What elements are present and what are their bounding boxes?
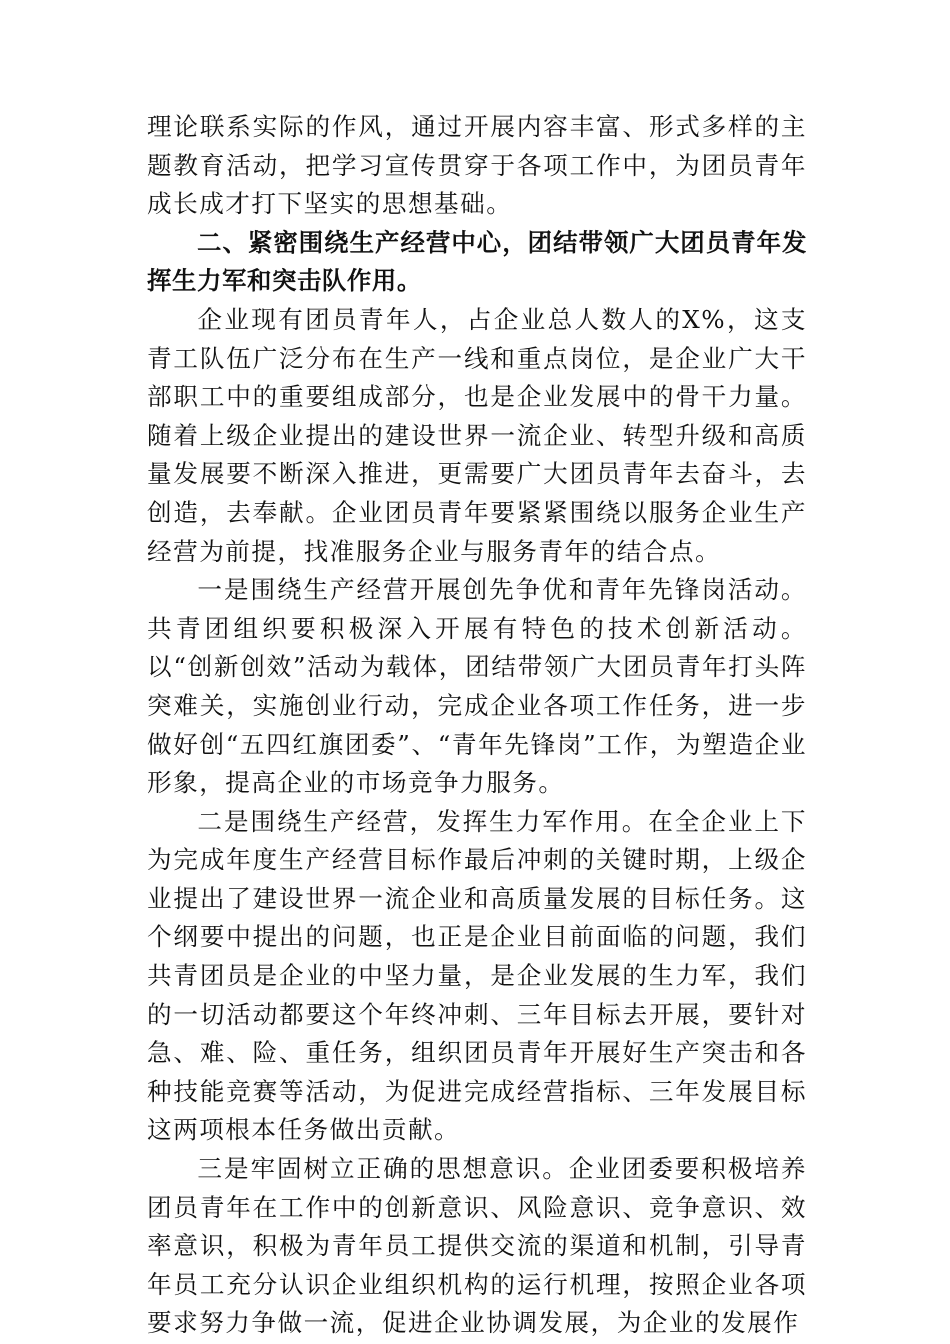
section-heading: 二、紧密围绕生产经营中心，团结带领广大团员青年发挥生力军和突击队作用。 <box>147 227 807 296</box>
paragraph-body: 二是围绕生产经营，发挥生力军作用。在全企业上下为完成年度生产经营目标作最后冲刺的关键时期，上级企业提出了建设世界一流企业和高质量发展的目标任务。这个纲要中提出的问题，也正是企业目前面临的问题，我们共青团员是企业的中坚力量，是企业发展的生力军，我们的一切活动都要这个年终冲刺、三年目标去开展，要针对急、难、险、重任务，组织团员青年开展好生产突击和各种技能竞赛等活动，为促进完成经营指标、三年发展目标这两项根本任务做出贡献。 <box>147 806 807 1145</box>
document-page <box>147 108 807 1343</box>
paragraph-body: 三是牢固树立正确的思想意识。企业团委要积极培养团员青年在工作中的创新意识、风险意识、竞争意识、效率意识，积极为青年员工提供交流的渠道和机制，引导青年员工充分认识企业组织机构的运行机理，按照企业各项要求努力争做一流，促进企业协调发展，为企业的发展作 <box>147 1154 807 1338</box>
paragraph-body: 一是围绕生产经营开展创先争优和青年先锋岗活动。共青团组织要积极深入开展有特色的技术创新活动。以“创新创效”活动为载体，团结带领广大团员青年打头阵突难关，实施创业行动，完成企业各项工作任务，进一步做好创“五四红旗团委”、“青年先锋岗”工作，为塑造企业形象，提高企业的市场竞争力服务。 <box>147 575 807 798</box>
paragraph-body: 企业现有团员青年人，占企业总人数人的X%，这支青工队伍广泛分布在生产一线和重点岗位，是企业广大干部职工中的重要组成部分，也是企业发展中的骨干力量。随着上级企业提出的建设世界一流企业、转型升级和高质量发展要不断深入推进，更需要广大团员青年去奋斗，去创造，去奉献。企业团员青年要紧紧围绕以服务企业生产经营为前提，找准服务企业与服务青年的结合点。 <box>147 304 807 566</box>
paragraph-continued: 理论联系实际的作风，通过开展内容丰富、形式多样的主题教育活动，把学习宣传贯穿于各项工作中，为团员青年成长成才打下坚实的思想基础。 <box>147 112 807 219</box>
